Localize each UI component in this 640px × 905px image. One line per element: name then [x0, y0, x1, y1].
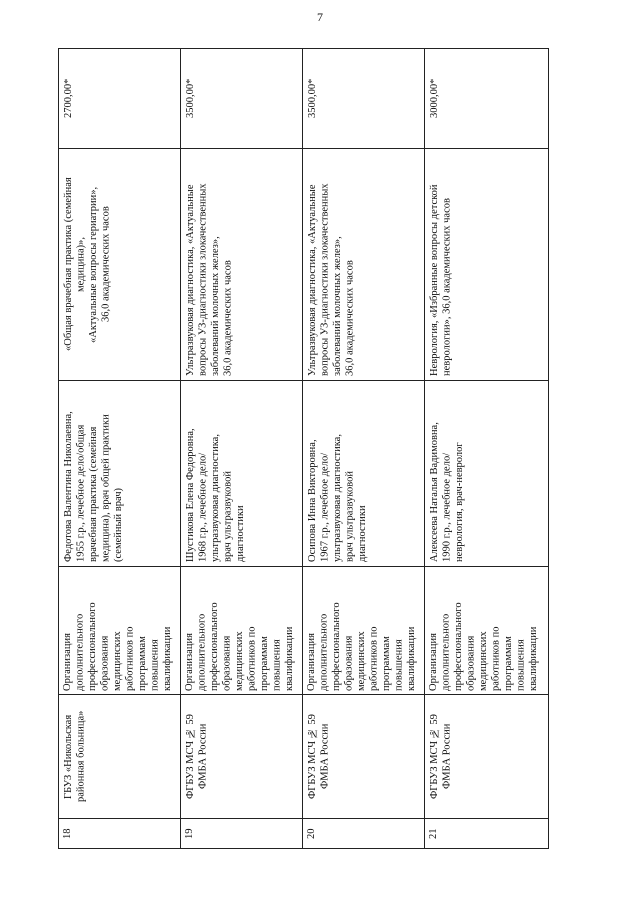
organization-cell: ФГБУЗ МСЧ № 59 ФМБА России	[425, 695, 549, 819]
page-number: 7	[317, 10, 323, 24]
specialist-cell: Федотова Валентина Николаевна, 1955 г.р., лечебное дело/общая врачебная практика (семейная медицина), врач общей практики (семейный врач)	[59, 381, 181, 567]
course-cell: Ультразвуковая диагностика, «Актуальные вопросы УЗ-диагностики злокачественных заболеваний молочных желез», 36,0 академических часов	[303, 149, 425, 381]
training-type-cell: Организация дополнительного профессионального образования медицинских работников по программам повышения квалификации	[303, 567, 425, 695]
specialist-cell: Шустикова Елена Федоровна, 1968 г.р., лечебное дело/ ультразвуковая диагностика, врач ультразвуковой диагностики	[181, 381, 303, 567]
training-type-cell: Организация дополнительного профессионального образования медицинских работников по программам повышения квалификации	[59, 567, 181, 695]
rotated-table	[58, 48, 549, 849]
row-number-cell: 18	[59, 819, 181, 849]
organization-cell: ФГБУЗ МСЧ № 59 ФМБА России	[303, 695, 425, 819]
training-type-cell: Организация дополнительного профессионального образования медицинских работников по программам повышения квалификации	[181, 567, 303, 695]
price-cell: 3500,00*	[303, 49, 425, 149]
price-cell: 3000,00*	[425, 49, 549, 149]
course-cell: Ультразвуковая диагностика, «Актуальные вопросы УЗ-диагностики злокачественных заболеваний молочных желез», 36,0 академических часов	[181, 149, 303, 381]
training-type-cell: Организация дополнительного профессионального образования медицинских работников по программам повышения квалификации	[425, 567, 549, 695]
row-number-cell: 19	[181, 819, 303, 849]
organization-cell: ГБУЗ «Никольская районная больница»	[59, 695, 181, 819]
row-number-cell: 21	[425, 819, 549, 849]
organization-cell: ФГБУЗ МСЧ № 59 ФМБА России	[181, 695, 303, 819]
row-number-cell: 20	[303, 819, 425, 849]
course-cell: Неврология, «Избранные вопросы детской неврологии», 36,0 академических часов	[425, 149, 549, 381]
course-cell: «Общая врачебная практика (семейная медицина)», «Актуальные вопросы гериатрии», 36,0 академических часов	[59, 149, 181, 381]
price-cell: 2700,00*	[59, 49, 181, 149]
price-cell: 3500,00*	[181, 49, 303, 149]
specialist-cell: Алексеева Наталья Вадимовна, 1990 г.р., лечебное дело/ неврология, врач-невролог	[425, 381, 549, 567]
specialist-cell: Осипова Инна Викторовна, 1967 г.р., лечебное дело/ ультразвуковая диагностика, врач ультразвуковой диагностики	[303, 381, 425, 567]
